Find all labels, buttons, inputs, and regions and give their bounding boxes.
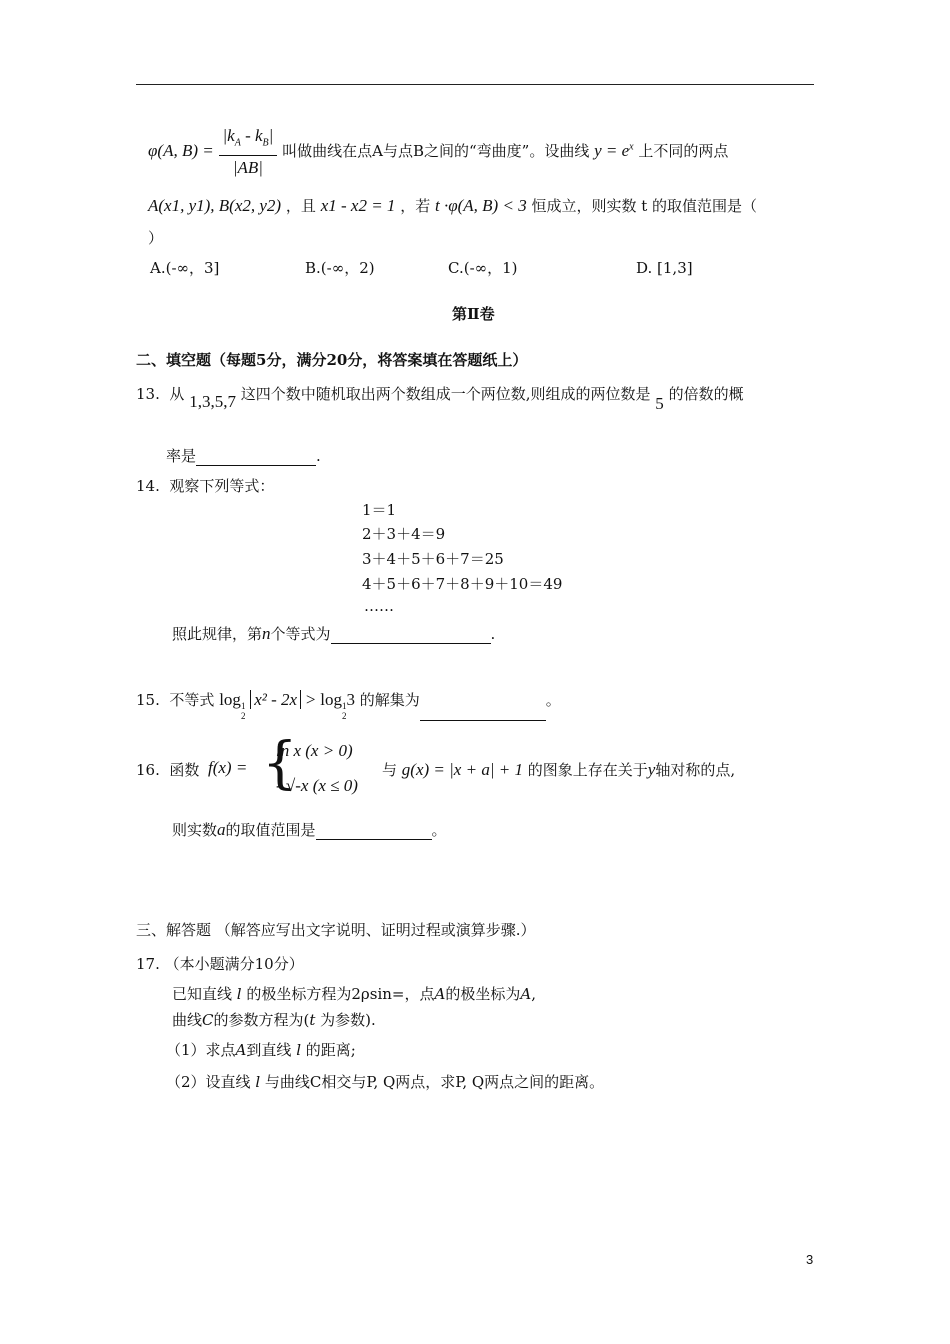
q15-log-right: log 1 2 3: [320, 690, 355, 721]
q16-rest: 与 g(x) = |x + a| + 1 的图象上存在关于y轴对称的点,: [382, 760, 736, 779]
q17-heading: 17. （本小题满分10分）: [136, 955, 304, 973]
q17-part-2: （2）设直线 l 与曲线C相交与P, Q两点，求P, Q两点之间的距离。: [166, 1073, 605, 1091]
q12-option-a: A.(-∞，3]: [150, 259, 220, 277]
q17-line2: 曲线C的参数方程为(t 为参数).: [172, 1011, 376, 1029]
section-title: 第Ⅱ卷: [452, 305, 495, 323]
q14-equation-2: 2＋3＋4＝9: [362, 525, 446, 543]
q14-ellipsis: ……: [364, 597, 394, 615]
header-rule: [136, 84, 814, 85]
q12-line1-text: 叫做曲线在点A与点B之间的“弯曲度”。设曲线: [282, 142, 590, 161]
page-number: 3: [806, 1252, 814, 1267]
q12-formula-fraction: $\frac{|k_A - k_B|}{|AB|}$: [219, 126, 278, 178]
q12-option-b: B.(-∞，2): [305, 259, 375, 277]
q12-paren-close: ）: [148, 229, 164, 247]
q16-case-2: - √-x (x ≤ 0): [276, 776, 358, 795]
q12-option-d: D. [1,3]: [636, 259, 693, 277]
q12-option-c: C.(-∞，1): [448, 259, 518, 277]
q15-answer-blank[interactable]: [420, 705, 546, 721]
q12-curve: $y = e^x$: [594, 141, 634, 161]
fill-in-header: 二、填空题（每题5分，满分20分，将答案填在答题纸上）: [136, 351, 528, 369]
q16-gx: g(x) = |x + a| + 1: [401, 760, 523, 779]
q15-line: 15. 不等式 log 1 2 x² - 2x > log 1 2 3 的解集为 。: [136, 690, 561, 721]
q16-brace: {: [262, 731, 298, 796]
q15-log-left: log 1 2: [219, 690, 246, 721]
q16-number: 16. 函数: [136, 761, 200, 779]
q14-equation-4: 4＋5＋6＋7＋8＋9＋10＝49: [362, 575, 563, 593]
q12-line1: [148, 126, 728, 178]
q16-line2: 则实数a的取值范围是 。: [172, 820, 447, 839]
q14-rule-line: 照此规律，第n个等式为 .: [172, 624, 496, 643]
q13-set: 1,3,5,7: [189, 392, 236, 411]
q13-answer-blank[interactable]: [196, 450, 316, 466]
q16-case-1: ln x (x > 0): [276, 741, 353, 760]
q12-formula-lhs: φ(A, B) =: [148, 141, 214, 161]
q13-line2: 率是 .: [166, 447, 321, 465]
q14-intro: 14. 观察下列等式：: [136, 477, 275, 495]
q12-points: A(x1, y1), B(x2, y2): [148, 196, 282, 215]
q13-line1: 13. 从 1,3,5,7 这四个数中随机取出两个数组成一个两位数,则组成的两位数是 5 的倍数的概: [136, 385, 744, 413]
q16-answer-blank[interactable]: [316, 824, 432, 840]
q15-abs-expression: x² - 2x: [250, 690, 301, 709]
q14-equation-3: 3＋4＋5＋6＋7＝25: [362, 550, 504, 568]
q12-line1-tail: 上不同的两点: [638, 142, 729, 161]
q12-condition: x1 - x2 = 1: [320, 196, 396, 215]
q17-line1: 已知直线 l 的极坐标方程为2ρsin=，点A的极坐标为A,: [172, 985, 536, 1003]
q13-five: 5: [655, 394, 664, 413]
q12-inequality: t ·φ(A, B) < 3: [435, 196, 527, 215]
q17-part-1: （1）求点A到直线 l 的距离;: [166, 1041, 356, 1059]
q14-equation-1: 1＝1: [362, 501, 397, 519]
q12-line2: A(x1, y1), B(x2, y2) ，且 x1 - x2 = 1 ，若 t ·φ(A, B) < 3 恒成立，则实数 t 的取值范围是（: [148, 196, 758, 215]
q12-line2-tail: 恒成立，则实数 t 的取值范围是（: [531, 197, 758, 215]
solve-header: 三、解答题 （解答应写出文字说明、证明过程或演算步骤.）: [136, 921, 536, 939]
q14-answer-blank[interactable]: [331, 628, 491, 644]
q16-fx: f(x) =: [208, 758, 248, 777]
